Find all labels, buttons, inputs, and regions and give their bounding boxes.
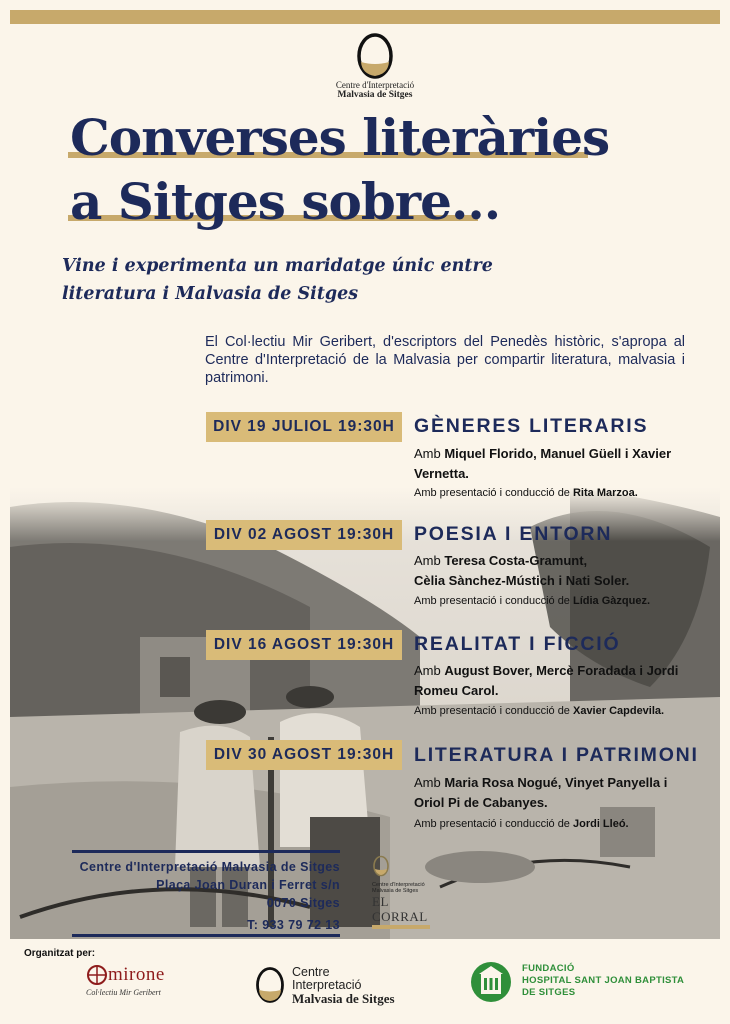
- event-3-title: REALITAT I FICCIÓ: [414, 633, 621, 655]
- centre-footer-logo: [254, 966, 434, 1006]
- event-2-title: POESIA I ENTORN: [414, 523, 613, 545]
- subtitle-line1: Vine i experimenta un maridatge únic entre: [62, 256, 493, 276]
- address-phone: T: 933 79 72 13: [247, 918, 340, 932]
- event-4-authors-line2: Oriol Pi de Cabanyes.: [414, 795, 548, 810]
- event-2-authors: [414, 551, 694, 591]
- address-bottom-rule: [72, 934, 340, 937]
- event-4-authors-line1: Maria Rosa Nogué, Vinyet Panyella i: [444, 775, 668, 790]
- event-4-title: LITERATURA I PATRIMONI: [414, 744, 699, 766]
- centre-egg-icon: [254, 966, 286, 1004]
- event-2-date: DIV 02 AGOST 19:30H: [206, 520, 402, 550]
- event-4-presenter-prefix: Amb presentació i conducció de: [414, 818, 573, 830]
- event-3-authors-line2: Romeu Carol.: [414, 683, 499, 698]
- fundacio-line3: DE SITGES: [522, 987, 576, 998]
- centre-footer-line2: Interpretació: [292, 978, 362, 992]
- event-3-authors: [414, 661, 694, 701]
- event-4-authors: [414, 773, 694, 813]
- el-corral-logo: [372, 855, 434, 929]
- event-4-authors-prefix: Amb: [414, 775, 445, 790]
- event-1-presenter: [414, 487, 638, 499]
- event-2-presenter: [414, 595, 650, 607]
- event-4-date: DIV 30 AGOST 19:30H: [206, 740, 402, 770]
- centre-logo: [330, 32, 420, 100]
- event-1-date: DIV 19 JULIOL 19:30H: [206, 412, 402, 442]
- mirone-logo: [86, 964, 186, 997]
- mirone-subtitle: Col·lectiu Mir Geribert: [86, 988, 161, 997]
- mirone-name: mirone: [108, 964, 165, 985]
- event-1-authors-line2: Vernetta.: [414, 466, 469, 481]
- logo-line2: Malvasia de Sitges: [337, 90, 413, 100]
- event-1-title: GÈNERES LITERARIS: [414, 415, 649, 437]
- title-line1: Converses literàries: [70, 108, 610, 167]
- subtitle: [62, 252, 522, 308]
- centre-footer-line3: Malvasia de Sitges: [292, 991, 395, 1006]
- event-3-authors-line1: August Bover, Mercè Foradada i Jordi: [444, 663, 679, 678]
- organised-by-label: Organitzat per:: [24, 948, 96, 959]
- event-4-presenter-name: Jordi Lleó.: [572, 818, 629, 830]
- corral-small1: Centre d'Interpretació: [372, 882, 425, 888]
- event-1-authors-prefix: Amb: [414, 446, 445, 461]
- intro-paragraph: El Col·lectiu Mir Geribert, d'escriptors del Penedès històric, s'apropa al Centre d'Interpretació de la Malvasia per compartir literatura, malvasia i patrimoni.: [205, 334, 685, 386]
- event-1-authors: [414, 444, 694, 484]
- corral-line2: CORRAL: [372, 909, 428, 924]
- egg-logo-icon: [355, 32, 395, 80]
- centre-footer-text: [292, 966, 395, 1005]
- address-line3: 0070 Sitges: [266, 896, 340, 910]
- event-1-presenter-name: Rita Marzoa.: [572, 487, 638, 499]
- event-3-presenter-name: Xavier Capdevila.: [572, 705, 665, 717]
- address-top-rule: [72, 850, 340, 853]
- event-3-presenter-prefix: Amb presentació i conducció de: [414, 705, 573, 717]
- hospital-building-icon: [470, 960, 512, 1004]
- fundacio-logo: [470, 960, 700, 1004]
- top-gold-bar: [10, 10, 720, 24]
- event-2-authors-line2: Cèlia Sànchez-Mústich i Nati Soler.: [414, 573, 630, 588]
- centre-footer-line1: Centre: [292, 965, 330, 979]
- event-1-presenter-prefix: Amb presentació i conducció de: [414, 487, 573, 499]
- event-2-presenter-name: Lídia Gàzquez.: [572, 595, 650, 607]
- address-line1: Centre d'Interpretació Malvasia de Sitges: [79, 860, 340, 874]
- event-3-presenter: [414, 705, 664, 717]
- corral-egg-icon: [372, 855, 390, 877]
- fundacio-text: [522, 963, 684, 999]
- event-2-presenter-prefix: Amb presentació i conducció de: [414, 595, 573, 607]
- mirone-emblem-icon: [86, 964, 108, 986]
- logo-line1: Centre d'Interpretació: [335, 80, 415, 90]
- corral-small2: Malvasia de Sitges: [372, 888, 419, 894]
- event-3-date: DIV 16 AGOST 19:30H: [206, 630, 402, 660]
- event-3-authors-prefix: Amb: [414, 663, 445, 678]
- title-line2: a Sitges sobre...: [70, 172, 501, 231]
- address-block: [72, 858, 340, 934]
- corral-line1: EL: [372, 894, 389, 909]
- fundacio-line2: HOSPITAL SANT JOAN BAPTISTA: [522, 975, 685, 986]
- event-2-authors-prefix: Amb: [414, 553, 445, 568]
- corral-gold-bar: [372, 925, 430, 929]
- event-4-presenter: [414, 818, 629, 830]
- subtitle-line2: literatura i Malvasia de Sitges: [62, 284, 359, 304]
- fundacio-line1: FUNDACIÓ: [522, 963, 575, 974]
- event-2-authors-line1: Teresa Costa-Gramunt,: [444, 553, 588, 568]
- event-1-authors-line1: Miquel Florido, Manuel Güell i Xavier: [444, 446, 672, 461]
- address-line2: Plaça Joan Duran i Ferret s/n: [156, 878, 340, 892]
